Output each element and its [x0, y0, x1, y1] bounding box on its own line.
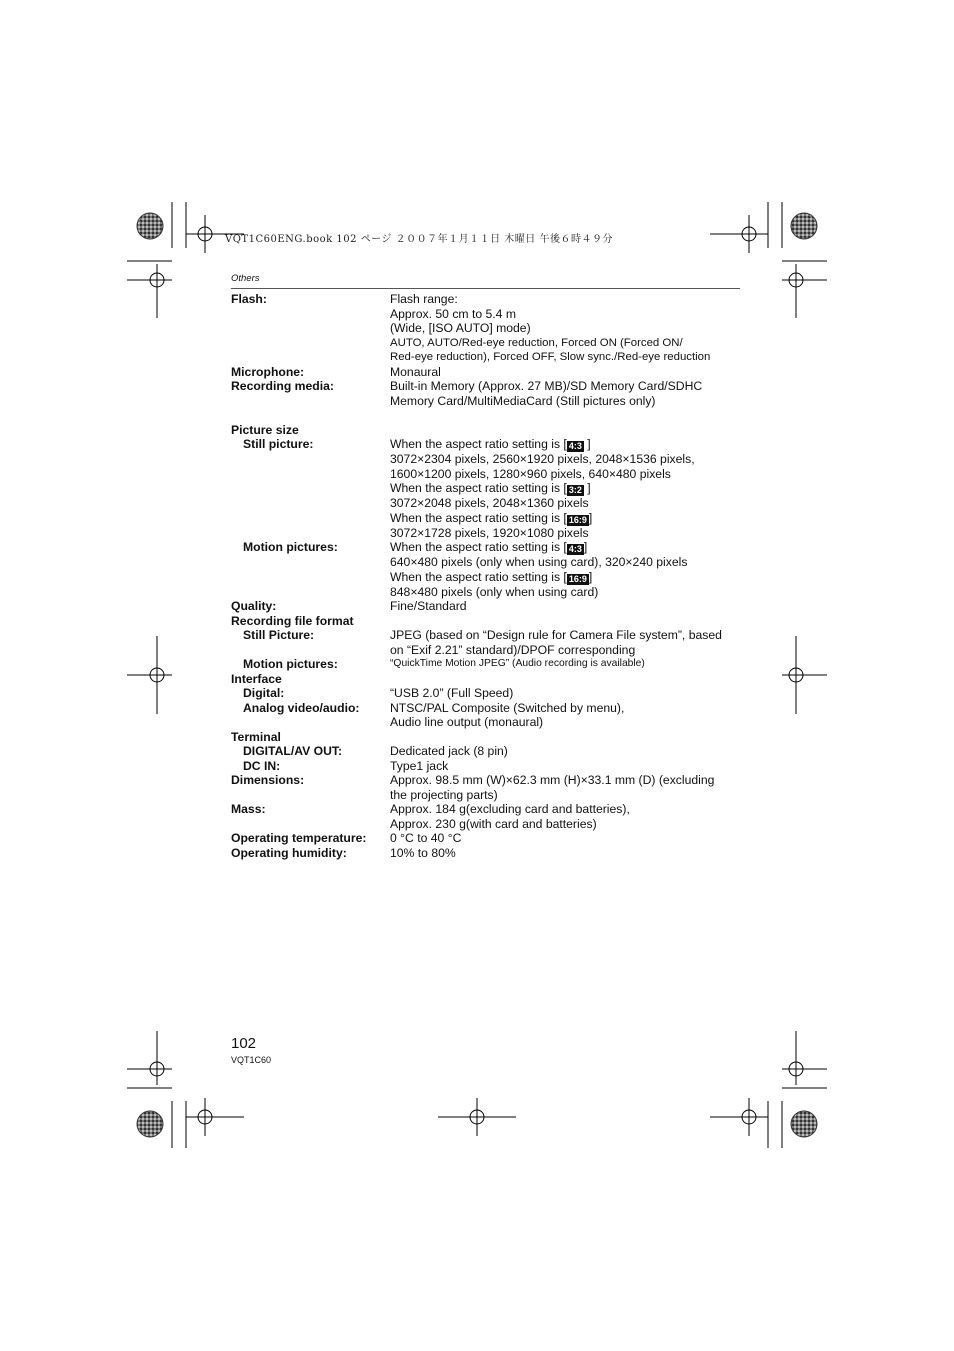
spec-sublabel: Still Picture:	[243, 628, 315, 642]
aspect-ratio-4-3-icon: 4:3	[568, 441, 582, 451]
spec-value: 0 °C to 40 °C	[390, 831, 462, 845]
color-target-icon	[137, 1111, 163, 1137]
aspect-ratio-3-2-icon: 3:2	[568, 485, 582, 495]
spec-row-interface-analog	[231, 701, 746, 730]
page-number: 102	[231, 1035, 257, 1052]
color-target-icon	[137, 213, 163, 239]
spec-row-interface-digital	[231, 686, 746, 701]
spec-label: Quality:	[231, 599, 277, 613]
spec-row-motion-pictures	[231, 540, 746, 599]
spec-label: Flash:	[231, 292, 267, 306]
spec-label: Dimensions:	[231, 773, 305, 787]
spec-line: 640×480 pixels (only when using card), 320×240 pixels	[390, 555, 688, 569]
spec-row-operating-humidity	[231, 846, 746, 861]
print-file-header: VQT1C60ENG.book 102 ページ ２００７年１月１１日 木曜日 午後６時４９分	[225, 234, 613, 245]
spec-label: Operating temperature:	[231, 831, 367, 845]
spec-line: (Wide, [ISO AUTO] mode)	[390, 321, 531, 335]
section-label: Others	[231, 273, 260, 284]
spec-line: JPEG (based on “Design rule for Camera File system”, based	[390, 628, 722, 642]
spec-line: NTSC/PAL Composite (Switched by menu),	[390, 700, 625, 715]
spec-line: Flash range:	[390, 292, 458, 306]
spec-row-file-format-motion	[231, 657, 746, 672]
spec-sublabel: Motion pictures:	[243, 657, 338, 671]
spec-line: Approx. 184 g(excluding card and batteries),	[390, 802, 630, 816]
spec-line: AUTO, AUTO/Red-eye reduction, Forced ON (Forced ON/	[390, 336, 683, 349]
spec-value: Type1 jack	[390, 758, 449, 773]
spec-line: Approx. 230 g(with card and batteries)	[390, 816, 597, 831]
aspect-ratio-line: When the aspect ratio setting is [ 4:3 ]	[390, 437, 591, 451]
aspect-ratio-line: When the aspect ratio setting is [ 16:9 ]	[390, 510, 593, 525]
aspect-ratio-line: When the aspect ratio setting is [ 3:2 ]	[390, 481, 591, 495]
section-divider	[231, 288, 740, 289]
spec-value: Monaural	[390, 364, 441, 379]
spec-line: Red-eye reduction), Forced OFF, Slow sync./Red-eye reduction	[390, 351, 711, 363]
spec-line: on “Exif 2.21” standard)/DPOF corresponding	[390, 642, 636, 657]
spec-sublabel: Analog video/audio:	[243, 700, 360, 715]
spec-value	[390, 802, 746, 831]
spec-value	[390, 701, 746, 730]
spec-row-quality	[231, 599, 746, 614]
spec-line: 3072×1728 pixels, 1920×1080 pixels	[390, 525, 589, 540]
spec-table	[231, 292, 746, 860]
spec-value: Fine/Standard	[390, 599, 467, 613]
spec-sublabel: DIGITAL/AV OUT:	[243, 744, 343, 758]
spec-sublabel: DC IN:	[243, 758, 281, 773]
spec-label: Microphone:	[231, 364, 305, 379]
aspect-ratio-line: When the aspect ratio setting is [ 16:9 ]	[390, 569, 593, 584]
spec-row-file-format-still	[231, 628, 746, 657]
spec-line: 848×480 pixels (only when using card)	[390, 584, 599, 599]
spec-value: Dedicated jack (8 pin)	[390, 744, 508, 758]
aspect-ratio-16-9-icon: 16:9	[568, 514, 587, 525]
spec-label: Operating humidity:	[231, 845, 347, 860]
spec-row-still-picture	[231, 437, 746, 540]
spec-value: “QuickTime Motion JPEG” (Audio recording is available)	[390, 658, 645, 669]
spec-label: Mass:	[231, 802, 266, 816]
spec-line: Built-in Memory (Approx. 27 MB)/SD Memory Card/SDHC	[390, 379, 703, 393]
spec-row-recording-media	[231, 379, 746, 408]
spec-sublabel: Still picture:	[243, 437, 314, 451]
spec-label: Recording file format	[231, 613, 354, 628]
spec-row-picture-size	[231, 423, 746, 438]
spec-value: 10% to 80%	[390, 845, 456, 860]
spec-label: Recording media:	[231, 379, 334, 393]
spec-row-interface	[231, 672, 746, 687]
spec-value: “USB 2.0” (Full Speed)	[390, 686, 514, 700]
spec-sublabel: Digital:	[243, 686, 285, 700]
spec-label: Interface	[231, 671, 282, 686]
spec-label: Terminal	[231, 729, 281, 744]
spec-line: Audio line output (monaural)	[390, 715, 544, 729]
spec-line: 3072×2048 pixels, 2048×1360 pixels	[390, 496, 589, 510]
spec-value	[390, 628, 746, 657]
spec-row-terminal-dc	[231, 759, 746, 774]
spec-row-terminal	[231, 730, 746, 745]
aspect-ratio-line: When the aspect ratio setting is [ 4:3 ]	[390, 540, 588, 554]
spec-label: Picture size	[231, 422, 299, 437]
spec-line: the projecting parts)	[390, 787, 498, 802]
spec-value	[390, 379, 746, 408]
spec-line: Approx. 50 cm to 5.4 m	[390, 306, 516, 321]
spec-line: Approx. 98.5 mm (W)×62.3 mm (H)×33.1 mm (D) (excluding	[390, 773, 715, 787]
spec-line: Memory Card/MultiMediaCard (Still pictures only)	[390, 393, 656, 408]
spec-row-flash	[231, 292, 746, 365]
spec-row-recording-file-format	[231, 614, 746, 629]
spec-line: 1600×1200 pixels, 1280×960 pixels, 640×480 pixels	[390, 466, 671, 481]
spec-value	[390, 292, 746, 365]
spec-value	[390, 773, 746, 802]
spec-value	[390, 540, 746, 599]
spec-sublabel: Motion pictures:	[243, 540, 338, 554]
spec-row-microphone	[231, 365, 746, 380]
model-code: VQT1C60	[231, 1055, 272, 1065]
spec-row-operating-temperature	[231, 831, 746, 846]
color-target-icon	[791, 1111, 817, 1137]
spec-value	[390, 437, 746, 540]
aspect-ratio-16-9-icon: 16:9	[568, 573, 587, 584]
spec-row-dimensions	[231, 773, 746, 802]
color-target-icon	[791, 213, 817, 239]
aspect-ratio-4-3-icon: 4:3	[568, 544, 582, 554]
spec-line: 3072×2304 pixels, 2560×1920 pixels, 2048×1536 pixels,	[390, 452, 695, 466]
spec-row-terminal-av	[231, 744, 746, 759]
spec-row-mass	[231, 802, 746, 831]
